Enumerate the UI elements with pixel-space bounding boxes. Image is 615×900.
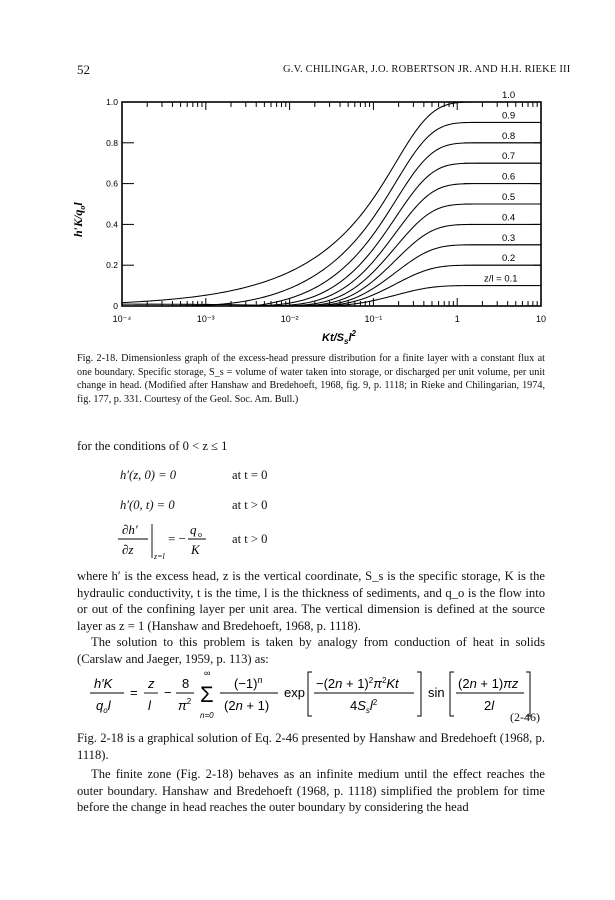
curve-label: 0.2 (502, 253, 516, 265)
svg-text:q: q (190, 522, 197, 537)
curve-label: 0.3 (502, 232, 516, 244)
running-title: G.V. CHILINGAR, J.O. ROBERTSON JR. AND H.H. RIEKE III (283, 64, 571, 75)
svg-text:z=l: z=l (154, 552, 165, 561)
curve-label: 0.8 (502, 130, 516, 142)
svg-text:h′K: h′K (94, 676, 113, 691)
svg-text:π2: $\pi^2$ (178, 697, 192, 713)
page-number: 52 (77, 62, 90, 77)
svg-text:(−1)n: $(-1)^n$ (234, 675, 263, 691)
curve-label: z/l = 0.1 (484, 273, 518, 285)
y-tick-label: 1.0 (106, 97, 118, 107)
equation-number: (2-46) (510, 710, 540, 724)
svg-text:qol: $q_ol$ (96, 698, 111, 715)
curve-label: 0.5 (502, 192, 516, 203)
svg-text:=: = (130, 685, 138, 700)
curve-z-0.5 (122, 204, 541, 306)
y-axis-label: $h'K/q_ol$ (71, 202, 87, 237)
svg-text:= −: = − (168, 531, 186, 546)
svg-text:−: − (164, 685, 172, 700)
curve-z-1 (122, 102, 541, 303)
svg-text:∞: ∞ (204, 668, 211, 678)
svg-text:K: K (191, 542, 200, 557)
bc3-derivative (112, 520, 232, 562)
x-tick-label: 1 (454, 314, 460, 324)
bc3-rhs: at t > 0 (232, 532, 268, 546)
curve-label: 1.0 (502, 90, 516, 101)
svg-text:−(2n + 1)2π2Kt: $-(2n + 1)^2\pi^2Kt$ (316, 676, 399, 691)
x-tick-label: 10 (535, 314, 547, 324)
svg-text:(2n + 1): (2n + 1) (224, 698, 270, 713)
y-tick-label: 0.4 (106, 219, 118, 230)
para-graphical-solution: Fig. 2-18 is a graphical solution of Eq. 2-46 presented by Hanshaw and Bredehoeft (1968, p. 1118). (77, 731, 545, 762)
svg-text:sin: sin (428, 685, 445, 700)
svg-text:(2n + 1)πz: (2n + 1)πz (458, 676, 519, 691)
bc2-rhs: at t > 0 (232, 498, 268, 512)
figure-chart (60, 85, 560, 347)
svg-text:8: 8 (182, 676, 190, 691)
conditions-intro: for the conditions of 0 < z ≤ 1 (77, 439, 228, 453)
svg-text:2l: 2l (484, 698, 495, 713)
equation-2-46 (88, 666, 548, 724)
curve-z-0.3 (122, 245, 541, 306)
y-tick-label: 0.6 (106, 178, 118, 189)
svg-text:exp: exp (284, 685, 305, 700)
curve-z-0.7 (122, 163, 541, 306)
svg-text:Σ: Σ (200, 682, 214, 707)
para-finite-zone: The finite zone (Fig. 2-18) behaves as an infinite medium until the effect reaches the outer boundary. Hanshaw and Bredehoeft (1968, p. 1118) simplified the problem for time before the change in head reaches the outer boundary by considering the head (77, 767, 545, 814)
x-tick-label: 10⁻² (280, 314, 299, 324)
curve-label: 0.6 (502, 171, 516, 183)
x-axis-label: $Kt/S_sl^2$ (322, 329, 356, 346)
svg-text:∂z: ∂z (122, 542, 134, 557)
curve-label: 0.4 (502, 212, 516, 224)
svg-text:∂h′: ∂h′ (122, 522, 138, 537)
svg-text:4Ssl2: $4S_sl^2$ (350, 698, 378, 715)
svg-text:z: z (148, 676, 155, 691)
bc2-lhs: h′(0, t) = 0 (120, 498, 175, 512)
figure-caption: Fig. 2-18. Dimensionless graph of the excess-head pressure distribution for a finite layer with a constant flux at one boundary. Specific storage, S_s = volume of water taken into storage, or discharged per unit volume, per unit change in head. (Modified after Hanshaw and Bredehoeft, 1968, fig. 9, p. 1118; in Rieke and Chilingarian, 1974, fig. 177, p. 331. Courtesy of the Geol. Soc. Am. Bull.) (77, 353, 545, 405)
y-tick-label: 0 (113, 301, 118, 311)
x-tick-label: 10⁻³ (196, 314, 215, 324)
svg-text:l: l (148, 698, 151, 713)
bc1-lhs: h′(z, 0) = 0 (120, 468, 177, 482)
svg-text:o: o (198, 530, 202, 539)
y-tick-label: 0.8 (106, 137, 118, 148)
svg-text:n=0: n=0 (200, 711, 214, 720)
para-definitions: where h′ is the excess head, z is the vertical coordinate, S_s is the specific storage, K is the hydraulic conductivity, t is the time, l is the thickness of sediments, and q_o is the flow into or out of the confining layer per unit area. The vertical dimension is defined at the source layer as z = 1 (Hanshaw and Bredehoeft, 1968, p. 1118). (77, 569, 545, 633)
curve-label: 0.7 (502, 151, 516, 163)
para-solution-intro: The solution to this problem is taken by analogy from conduction of heat in solids (Carslaw and Jaeger, 1959, p. 113) as: (77, 635, 545, 666)
x-tick-label: 10⁻¹ (364, 314, 383, 324)
bc1-rhs: at t = 0 (232, 468, 268, 482)
x-tick-label: 10⁻⁴ (112, 314, 132, 324)
y-tick-label: 0.2 (106, 260, 118, 271)
curve-label: 0.9 (502, 110, 516, 122)
curve-z-0.9 (122, 122, 541, 306)
